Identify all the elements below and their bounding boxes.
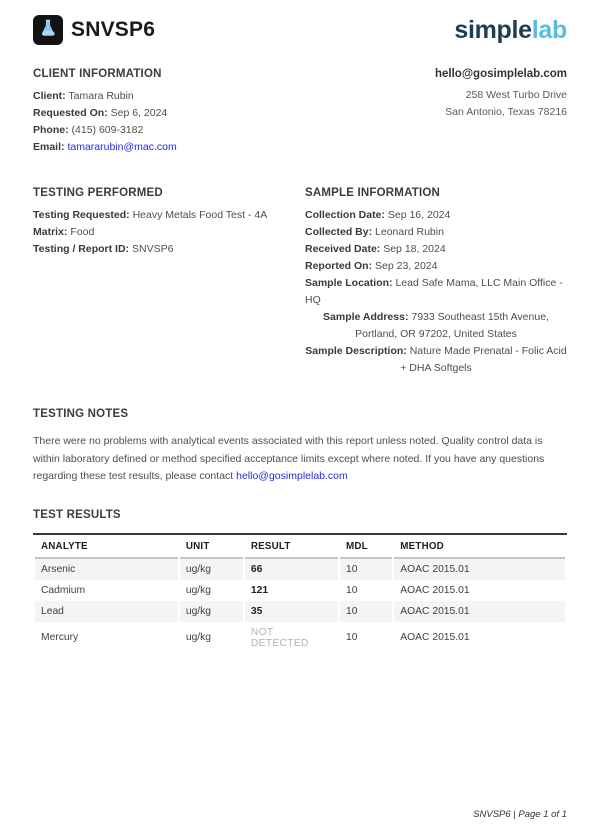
field-label: Sample Description:	[305, 345, 407, 357]
test-results-title: TEST RESULTS	[33, 508, 121, 521]
cell-method: AOAC 2015.01	[394, 601, 565, 622]
cell-method: AOAC 2015.01	[400, 632, 470, 644]
field-label: Testing Requested:	[33, 209, 130, 221]
cell-mdl: 10	[346, 584, 358, 596]
testing-notes-text	[33, 433, 567, 486]
table-row	[35, 559, 565, 580]
cell-method: AOAC 2015.01	[400, 584, 470, 596]
field-label: Reported On:	[305, 260, 373, 272]
simplelab-logo-dark: simple	[454, 15, 532, 44]
col-header-analyte: ANALYTE	[35, 535, 178, 559]
report-id-wordmark: SNVSP6	[71, 18, 156, 41]
client-email-link[interactable]: tamararubin@mac.com	[67, 141, 177, 153]
field-value: Sep 23, 2024	[375, 260, 438, 272]
testing-performed-fields	[33, 207, 305, 258]
field-label: Client:	[33, 90, 66, 102]
sample-information-fields	[305, 207, 567, 377]
table-row	[35, 580, 565, 601]
field-sample-location	[305, 275, 567, 309]
field-requested-on	[33, 105, 305, 122]
field-client	[33, 88, 305, 105]
field-email	[33, 139, 305, 156]
field-value: (415) 609-3182	[71, 124, 144, 136]
field-report-id	[33, 241, 305, 258]
field-received-date	[305, 241, 567, 258]
field-testing-requested	[33, 207, 305, 224]
testing-notes-body: There were no problems with analytical events associated with this report unless noted. Quality control data is within laboratory defined or method specified acceptance limits except where noted. If you have any questions regarding these test results, please contact	[33, 435, 545, 483]
cell-unit: ug/kg	[180, 601, 243, 622]
field-label: Sample Location:	[305, 277, 393, 289]
field-label: Testing / Report ID:	[33, 243, 130, 255]
field-phone	[33, 122, 305, 139]
cell-mdl: 10	[340, 601, 392, 622]
notes-email-link[interactable]: hello@gosimplelab.com	[236, 470, 348, 483]
report-logo	[33, 15, 155, 45]
simplelab-logo-light: lab	[531, 15, 567, 44]
field-reported-on	[305, 258, 567, 275]
field-sample-address	[305, 309, 567, 343]
cell-result: NOT DETECTED	[250, 626, 309, 649]
cell-unit: ug/kg	[185, 632, 212, 644]
sample-information-title: SAMPLE INFORMATION	[305, 187, 440, 199]
col-header-unit: UNIT	[180, 535, 243, 559]
test-results-section	[33, 509, 567, 654]
lab-email: hello@gosimplelab.com	[435, 68, 567, 80]
field-value: Sep 16, 2024	[387, 209, 451, 221]
field-value: Food	[70, 226, 95, 238]
field-label: Sample Address:	[323, 311, 409, 323]
field-value: Lead Safe Mama, LLC Main Office - HQ	[305, 277, 563, 306]
field-matrix	[33, 224, 305, 241]
testing-performed-title: TESTING PERFORMED	[33, 187, 163, 199]
field-collection-date	[305, 207, 567, 224]
simplelab-logo	[454, 16, 567, 45]
cell-result: 66	[245, 559, 338, 580]
cell-unit: ug/kg	[185, 584, 212, 596]
cell-analyte: Arsenic	[35, 559, 178, 580]
lab-address-line1: 258 West Turbo Drive	[465, 89, 567, 101]
field-label: Phone:	[33, 124, 69, 136]
field-value: Sep 6, 2024	[110, 107, 168, 119]
col-header-method: METHOD	[394, 535, 565, 559]
field-value: Heavy Metals Food Test - 4A	[132, 209, 268, 221]
client-information-title: CLIENT INFORMATION	[33, 68, 162, 80]
testing-sample-section	[33, 187, 567, 377]
cell-analyte: Mercury	[41, 632, 79, 644]
field-label: Collected By:	[305, 226, 373, 238]
lab-address-line2: San Antonio, Texas 78216	[445, 105, 567, 118]
page-header	[33, 14, 567, 46]
field-label: Collection Date:	[305, 209, 385, 221]
field-collected-by	[305, 224, 567, 241]
table-header	[35, 535, 565, 559]
client-information-block	[33, 68, 305, 156]
test-results-table	[33, 533, 567, 654]
testing-notes-section	[33, 408, 567, 486]
table-row	[35, 601, 565, 622]
cell-mdl: 10	[340, 559, 392, 580]
lab-address	[305, 87, 567, 121]
cell-unit: ug/kg	[180, 559, 243, 580]
client-contact-section	[33, 68, 567, 156]
cell-analyte: Cadmium	[41, 584, 86, 596]
field-value: SNVSP6	[131, 243, 174, 255]
flask-logo-badge	[33, 15, 63, 45]
page-footer: SNVSP6 | Page 1 of 1	[473, 809, 567, 820]
flask-icon	[37, 17, 59, 44]
testing-performed-block	[33, 187, 305, 377]
field-sample-description	[305, 343, 567, 377]
client-information-fields	[33, 88, 305, 156]
cell-result: 121	[250, 584, 269, 596]
field-value: Leonard Rubin	[375, 226, 444, 238]
field-value: Sep 18, 2024	[383, 243, 446, 255]
field-label: Email:	[33, 141, 65, 153]
field-value: Tamara Rubin	[68, 90, 134, 102]
sample-information-block	[305, 187, 567, 377]
table-row	[35, 622, 565, 654]
cell-mdl: 10	[346, 632, 358, 644]
field-value: 7933 Southeast 15th Avenue, Portland, OR 97202, United States	[355, 311, 549, 340]
cell-result: 35	[245, 601, 338, 622]
col-header-mdl: MDL	[340, 535, 392, 559]
testing-notes-title: TESTING NOTES	[33, 408, 129, 420]
lab-contact-block	[305, 68, 567, 156]
field-label: Received Date:	[305, 243, 381, 255]
col-header-result: RESULT	[245, 535, 338, 559]
cell-method: AOAC 2015.01	[394, 559, 565, 580]
field-label: Matrix:	[33, 226, 68, 238]
field-value: Nature Made Prenatal - Folic Acid + DHA Softgels	[400, 345, 567, 374]
field-label: Requested On:	[33, 107, 108, 119]
cell-analyte: Lead	[35, 601, 178, 622]
